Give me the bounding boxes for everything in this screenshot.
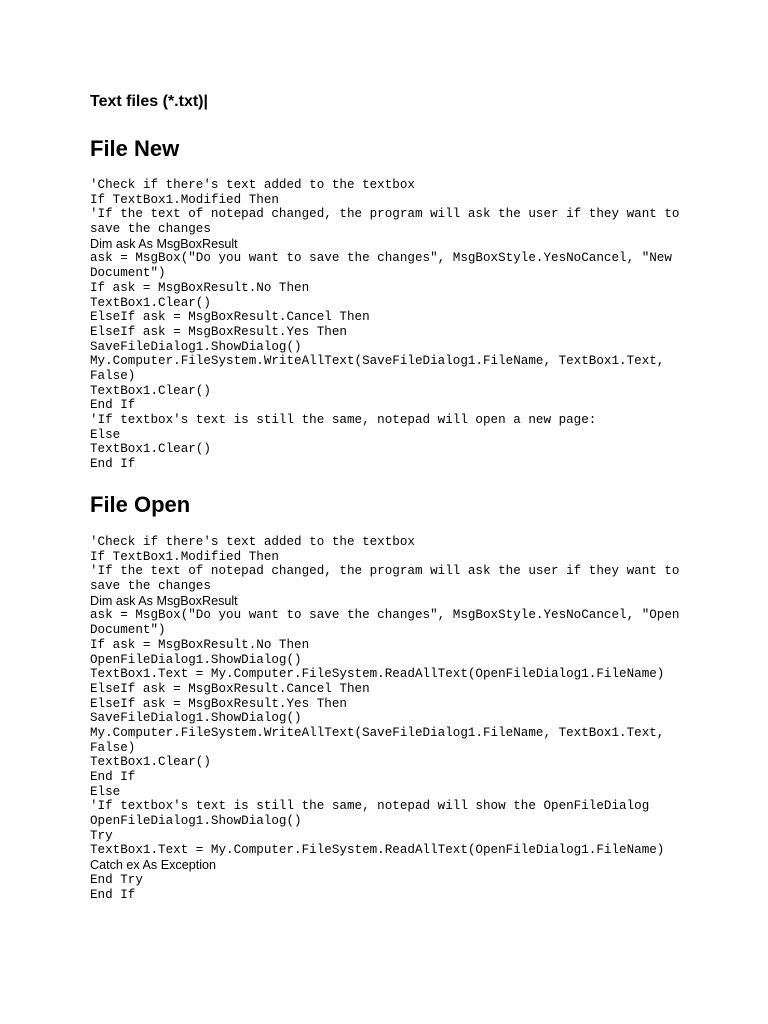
- code-line: 'If textbox's text is still the same, notepad will show the OpenFileDialog: [90, 799, 650, 814]
- code-line: Else: [90, 427, 121, 442]
- code-line: Catch ex As Exception: [90, 858, 217, 873]
- code-line: ElseIf ask = MsgBoxResult.Yes Then: [90, 696, 347, 711]
- code-line: TextBox1.Text = My.Computer.FileSystem.ReadAllText(OpenFileDialog1.FileName): [90, 843, 665, 858]
- code-line: End If: [90, 457, 136, 472]
- code-line: Document"): [90, 623, 166, 638]
- code-line: TextBox1.Text = My.Computer.FileSystem.ReadAllText(OpenFileDialog1.FileName): [90, 667, 665, 682]
- code-line: ElseIf ask = MsgBoxResult.Cancel Then: [90, 681, 370, 696]
- file-filter-heading: Text files (*.txt)|: [90, 93, 208, 110]
- code-line: Else: [90, 784, 121, 799]
- code-line: TextBox1.Clear(): [90, 383, 211, 398]
- code-line: TextBox1.Clear(): [90, 442, 211, 457]
- code-line: 'If the text of notepad changed, the program will ask the user if they want to: [90, 207, 680, 222]
- code-line: save the changes: [90, 222, 211, 237]
- code-line: If ask = MsgBoxResult.No Then: [90, 280, 310, 295]
- code-line: OpenFileDialog1.ShowDialog(): [90, 652, 302, 667]
- file-new-code-block: [90, 178, 690, 472]
- code-line: End Try: [90, 872, 143, 887]
- code-line: ElseIf ask = MsgBoxResult.Yes Then: [90, 324, 347, 339]
- code-line: OpenFileDialog1.ShowDialog(): [90, 814, 302, 829]
- code-line: Try: [90, 828, 113, 843]
- code-line: 'Check if there's text added to the textbox: [90, 178, 415, 192]
- code-line: End If: [90, 887, 136, 902]
- code-line: If ask = MsgBoxResult.No Then: [90, 637, 310, 652]
- code-line: My.Computer.FileSystem.WriteAllText(SaveFileDialog1.FileName, TextBox1.Text,: [90, 725, 665, 740]
- code-line: Dim ask As MsgBoxResult: [90, 593, 238, 608]
- code-line: SaveFileDialog1.ShowDialog(): [90, 711, 302, 726]
- code-line: ask = MsgBox("Do you want to save the changes", MsgBoxStyle.YesNoCancel, "New: [90, 251, 672, 266]
- code-line: If TextBox1.Modified Then: [90, 549, 279, 564]
- code-line: End If: [90, 398, 136, 413]
- code-line: TextBox1.Clear(): [90, 295, 211, 310]
- code-line: ElseIf ask = MsgBoxResult.Cancel Then: [90, 310, 370, 325]
- code-line: SaveFileDialog1.ShowDialog(): [90, 339, 302, 354]
- code-line: If TextBox1.Modified Then: [90, 192, 279, 207]
- code-line: False): [90, 368, 136, 383]
- file-open-code-block: [90, 535, 690, 902]
- code-line: 'Check if there's text added to the textbox: [90, 535, 415, 549]
- code-line: My.Computer.FileSystem.WriteAllText(SaveFileDialog1.FileName, TextBox1.Text,: [90, 354, 665, 369]
- code-line: Dim ask As MsgBoxResult: [90, 236, 238, 251]
- code-line: Document"): [90, 266, 166, 281]
- code-line: ask = MsgBox("Do you want to save the changes", MsgBoxStyle.YesNoCancel, "Open: [90, 608, 680, 623]
- file-open-heading: File Open: [90, 492, 191, 517]
- code-line: save the changes: [90, 579, 211, 594]
- code-line: False): [90, 740, 136, 755]
- code-line: End If: [90, 770, 136, 784]
- code-line: TextBox1.Clear(): [90, 755, 211, 770]
- code-line: 'If the text of notepad changed, the program will ask the user if they want to: [90, 564, 680, 579]
- code-line: 'If textbox's text is still the same, notepad will open a new page:: [90, 413, 597, 427]
- file-new-heading: File New: [90, 136, 180, 161]
